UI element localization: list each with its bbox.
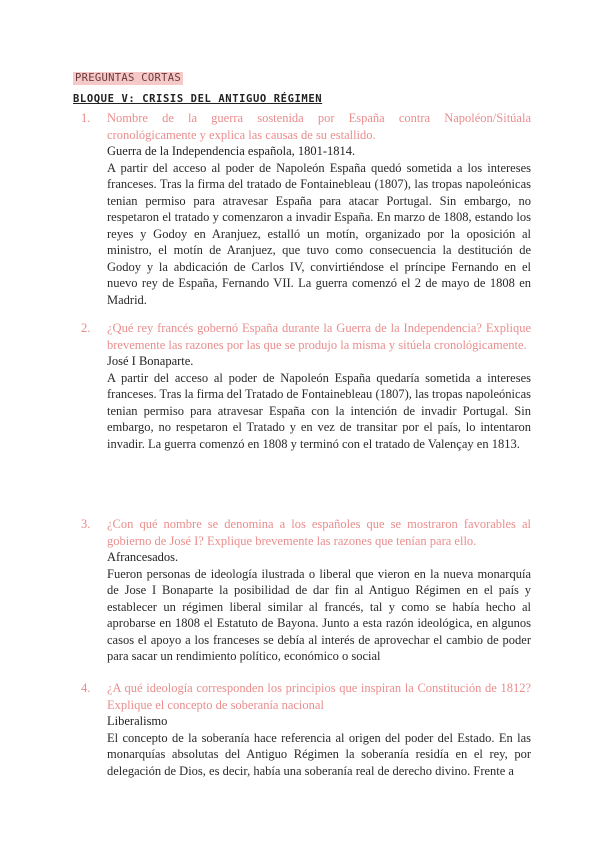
question-number: 4. [81, 681, 91, 695]
answer-text: A partir del acceso al poder de Napoleón España quedó sometida a los intereses franceses. Tras la firma del tratado de Fontainebleau (1807), las tropas napoleónicas tenian permiso para atravesar España para atacar Portugal. Sin embargo, no respetaron el tratado y comenzaron a invadir España. En marzo de 1808, estando los reyes y Godoy en Aranjuez, estalló un motín, organizado por la oposición al ministro, el motín de Aranjuez, que tuvo como consecuencia la destitución de Godoy y la abdicación de Carlos IV, convirtiéndose el príncipe Fernando en el nuevo rey de España, Fernando VII. La guerra comenzó el 2 de mayo de 1808 en Madrid. [107, 160, 531, 307]
block-title: BLOQUE V: CRISIS DEL ANTIGUO RÉGIMEN [73, 93, 323, 105]
answer-title: José I Bonaparte. [107, 354, 194, 368]
question-text: ¿Con qué nombre se denomina a los españoles que se mostraron favorables al gobierno de José I? Explique brevemente las razones que tenían para ello. [107, 517, 531, 548]
question-number: 1. [81, 111, 91, 125]
answer-text: Fueron personas de ideología ilustrada o liberal que vieron en la nueva monarquía de Jose I Bonaparte la posibilidad de dar fin al Antiguo Régimen en el país y establecer un régimen liberal similar al francés, tal y como se había hecho al aprobarse en 1808 el Estatuto de Bayona. Junto a esta razón ideológica, en algunos casos el apoyo a los franceses se debía al interés de aprovechar el cambio de poder para sacar un rendimiento político, económico o social [107, 566, 531, 663]
answer-text: El concepto de la soberanía hace referencia al origen del poder del Estado. En las monarquías absolutas del Antiguo Régimen la soberanía residía en el rey, por delegación de Dios, es decir, había una soberanía real de derecho divino. Frente a [107, 730, 531, 778]
question-text: Nombre de la guerra sostenida por España contra Napoléon/Sitúala cronológicamente y explica las causas de su estallido. [107, 111, 531, 142]
question-text: ¿Qué rey francés gobernó España durante la Guerra de la Independencia? Explique brevemente las razones por las que se produjo la misma y sitúela cronológicamente. [107, 321, 531, 352]
question-number: 2. [81, 321, 91, 335]
answer-title: Liberalismo [107, 714, 168, 728]
answer-title: Guerra de la Independencia española, 1801-1814. [107, 144, 356, 158]
answer-text: A partir del acceso al poder de Napoleón España quedaría sometida a intereses franceses. Tras la firma del Tratado de Fontainebleau (1807), las tropas napoleónicas tenian permiso para atravesar España con la intención de invadir Portugal. Sin embargo, no respetaron el Tratado y en vez de transitar por el país, lo intentaron invadir. La guerra comenzó en 1808 y terminó con el tratado de Valençay en 1813. [107, 370, 531, 451]
question-number: 3. [81, 517, 91, 531]
section-label: PREGUNTAS CORTAS [75, 72, 181, 84]
question-text: ¿A qué ideología corresponden los principios que inspiran la Constitución de 1812? Explique el concepto de soberanía nacional [107, 681, 531, 712]
answer-title: Afrancesados. [107, 550, 179, 564]
